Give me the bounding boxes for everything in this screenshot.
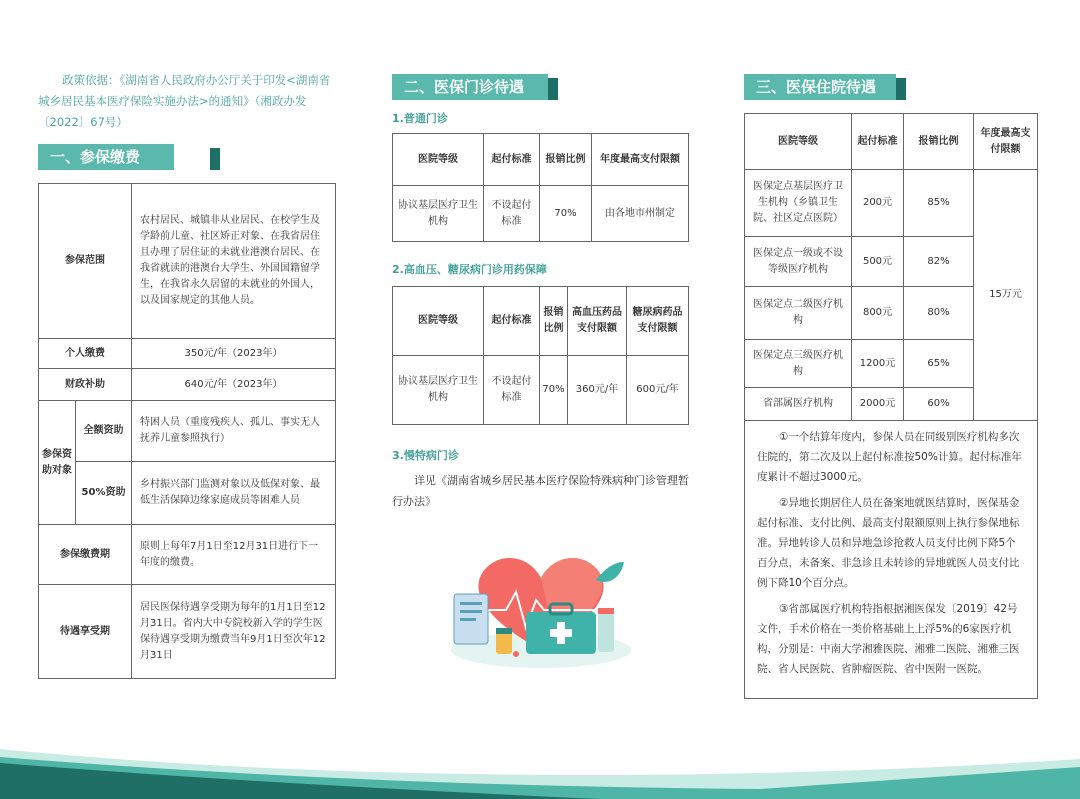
t2-cell-ratio: 70% — [540, 356, 568, 425]
general-outpatient-table — [392, 133, 689, 242]
t3-deductible-primary: 500元 — [852, 237, 904, 287]
t3-ratio-primary: 82% — [904, 237, 974, 287]
t3-level-provincial: 省部属医疗机构 — [745, 388, 852, 421]
personal-fee-value: 350元/年（2023年） — [132, 339, 336, 369]
special-disease-heading: 3.慢特病门诊 — [392, 449, 459, 462]
t3-deductible-provincial: 2000元 — [852, 388, 904, 421]
t3-level-secondary: 医保定点二级医疗机构 — [745, 287, 852, 340]
section3-banner — [744, 74, 906, 100]
t3-header-limit: 年度最高支付限额 — [974, 114, 1038, 170]
policy-basis: 政策依据：《湖南省人民政府办公厅关于印发<湖南省城乡居民基本医疗保险实施办法>的通知》（湘政办发〔2022〕67号） — [38, 73, 331, 129]
t2-cell-bp-limit: 360元/年 — [568, 356, 627, 425]
t2-cell-deductible: 不设起付标准 — [484, 356, 540, 425]
t3-ratio-secondary: 80% — [904, 287, 974, 340]
benefit-period-value: 居民医保待遇享受期为每年的1月1日至12月31日。省内大中专院校新入学的学生医保待遇享受期为缴费当年9月1日至次年12月31日 — [132, 585, 336, 679]
healthcare-illustration — [446, 550, 636, 670]
t3-deductible-tertiary: 1200元 — [852, 340, 904, 388]
personal-fee-label: 个人缴费 — [39, 339, 132, 369]
t3-ratio-provincial: 60% — [904, 388, 974, 421]
section1-banner — [38, 144, 184, 170]
special-disease-text: 详见《湖南省城乡居民基本医疗保险特殊病种门诊管理暂行办法》 — [392, 474, 689, 508]
t3-level-primary: 医保定点一级或不设等级医疗机构 — [745, 237, 852, 287]
t1-header-level: 医院等级 — [393, 134, 484, 186]
section2-banner — [392, 74, 558, 100]
scope-value: 农村居民、城镇非从业居民、在校学生及学龄前儿童、社区矫正对象、在我省居住且办理了居住证的未就业港澳台居民、在我省就读的港澳台大学生、外国国籍留学生，在我省永久居留的未就业的外国人，以及国家规定的其他人员。 — [132, 184, 336, 339]
t2-cell-dm-limit: 600元/年 — [627, 356, 689, 425]
full-support-value: 特困人员（重度残疾人、孤儿、事实无人抚养儿童参照执行） — [132, 401, 336, 462]
bottom-wave-decoration — [0, 739, 1080, 799]
t2-header-ratio: 报销比例 — [540, 287, 568, 356]
t1-cell-level: 协议基层医疗卫生机构 — [393, 186, 484, 242]
t3-ratio-tertiary: 65% — [904, 340, 974, 388]
full-support-label: 全额资助 — [76, 401, 132, 462]
t3-level-tertiary: 医保定点三级医疗机构 — [745, 340, 852, 388]
chronic-drug-heading: 2.高血压、糖尿病门诊用药保障 — [392, 263, 547, 276]
half-support-value: 乡村振兴部门监测对象以及低保对象、最低生活保障边缘家庭成员等困难人员 — [132, 462, 336, 525]
subsidy-label: 财政补助 — [39, 369, 132, 401]
t3-ratio-grassroots: 85% — [904, 170, 974, 237]
t3-header-deductible: 起付标准 — [852, 114, 904, 170]
general-outpatient-heading: 1.普通门诊 — [392, 112, 448, 125]
t2-header-bp-limit: 高血压药品支付限额 — [568, 287, 627, 356]
t3-annual-limit: 15万元 — [974, 170, 1038, 421]
note-3: ③省部属医疗机构特指根据湘医保发〔2019〕42号文件，手术价格在一类价格基础上上浮5%的6家医疗机构，分别是：中南大学湘雅医院、湘雅二医院、湘雅三医院、省人民医院、省肿瘤医院、省中医附一医院。 — [757, 603, 1020, 675]
t1-header-deductible: 起付标准 — [484, 134, 540, 186]
t3-header-ratio: 报销比例 — [904, 114, 974, 170]
t3-deductible-grassroots: 200元 — [852, 170, 904, 237]
t2-header-deductible: 起付标准 — [484, 287, 540, 356]
half-support-label: 50%资助 — [76, 462, 132, 525]
t3-deductible-secondary: 800元 — [852, 287, 904, 340]
enrollment-table — [38, 183, 336, 679]
note-1: ①一个结算年度内，参保人员在同级别医疗机构多次住院的，第二次及以上起付标准按50%计算。起付标准年度累计不超过3000元。 — [757, 431, 1022, 483]
chronic-drug-table — [392, 286, 689, 425]
t1-header-limit: 年度最高支付限额 — [592, 134, 689, 186]
benefit-period-label: 待遇享受期 — [39, 585, 132, 679]
section2-title: 二、医保门诊待遇 — [392, 74, 548, 100]
scope-label: 参保范围 — [39, 184, 132, 339]
t1-cell-limit: 由各地市州制定 — [592, 186, 689, 242]
note-2: ②异地长期居住人员在备案地就医结算时，医保基金起付标准、支付比例、最高支付限额原则上执行参保地标准。异地转诊人员和异地急诊抢救人员支付比例下降5个百分点，未备案、非急诊且未转诊的异地就医人员支付比例下降10个百分点。 — [757, 497, 1020, 589]
payment-period-label: 参保缴费期 — [39, 525, 132, 585]
t2-header-level: 医院等级 — [393, 287, 484, 356]
section1-title: 一、参保缴费 — [38, 144, 174, 170]
t3-header-level: 医院等级 — [745, 114, 852, 170]
payment-period-value: 原则上每年7月1日至12月31日进行下一年度的缴费。 — [132, 525, 336, 585]
inpatient-table — [744, 113, 1038, 421]
t1-cell-deductible: 不设起付标准 — [484, 186, 540, 242]
t3-level-grassroots: 医保定点基层医疗卫生机构（乡镇卫生院、社区定点医院） — [745, 170, 852, 237]
subsidy-value: 640元/年（2023年） — [132, 369, 336, 401]
t2-header-dm-limit: 糖尿病药品支付限额 — [627, 287, 689, 356]
section3-title: 三、医保住院待遇 — [744, 74, 896, 100]
t1-header-ratio: 报销比例 — [540, 134, 592, 186]
inpatient-notes — [744, 421, 1038, 699]
t2-cell-level: 协议基层医疗卫生机构 — [393, 356, 484, 425]
support-label: 参保资助对象 — [39, 401, 76, 525]
t1-cell-ratio: 70% — [540, 186, 592, 242]
